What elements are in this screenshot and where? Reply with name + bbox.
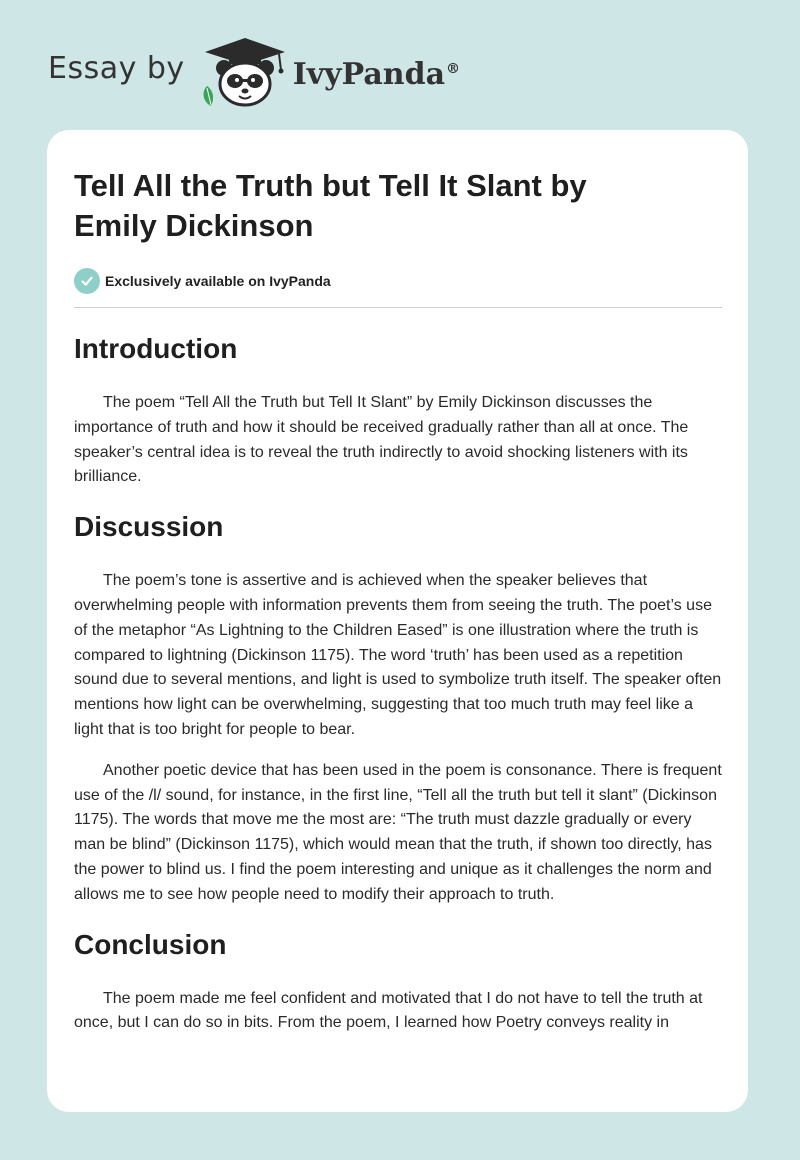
brand-name (293, 57, 460, 92)
section-heading-introduction: Introduction (74, 333, 238, 364)
exclusive-badge (74, 268, 722, 294)
site-brand[interactable] (48, 32, 460, 112)
section-heading-discussion: Discussion (74, 511, 224, 543)
paragraph: The poem “Tell All the Truth but Tell It Slant” by Emily Dickinson discusses the importance of truth and how it should be received gradually rather than all at once. The speaker’s central idea is to reveal the truth indirectly to avoid shocking listeners with its brilliance. (74, 394, 689, 486)
paragraph: Another poetic device that has been used in the poem is consonance. There is frequent use of the /l/ sound, for instance, in the first line, “Tell all the truth but tell it slant” (Dickinson 1175). The words that move me the most are: “The truth must dazzle gradually or every man be blind” (Dickinson 1175), which would mean that the truth, if shown too directly, has the power to blind us. I find the poem interesting and unique as it challenges the norm and allows me to see how people need to modify their approach to truth. (74, 761, 722, 903)
paragraph: The poem’s tone is assertive and is achieved when the speaker believes that overwhelming people with information prevents them from seeing the truth. The poet’s use of the metaphor “As Lightning to the Children Eased” is one illustration where the truth is compared to lightning (Dickinson 1175). The word ‘truth’ has been used as a repetition sound due to several mentions, and light is used to symbolize truth itself. The speaker often mentions how light can be overwhelming, suggesting that too much truth may feel like a light that is too bright for people to bear. (74, 572, 722, 738)
checkmark-glyph (80, 274, 94, 288)
paragraph: The poem made me feel confident and motivated that I do not have to tell the truth at once, but I can do so in bits. From the poem, I learned how Poetry conveys reality in (74, 989, 703, 1032)
brand-name-text: IvyPanda (292, 56, 446, 92)
panda-graduate-logo-icon (199, 34, 291, 110)
brand-prefix: Essay by (48, 50, 185, 86)
essay-title: Tell All the Truth but Tell It Slant by Emily Dickinson (74, 168, 587, 243)
essay-card (47, 130, 748, 1112)
title-divider (74, 307, 722, 308)
brand-registered-mark: ® (446, 60, 461, 77)
section-heading-conclusion: Conclusion (74, 928, 227, 960)
check-circle-icon (74, 268, 100, 294)
exclusive-label: Exclusively available on IvyPanda (105, 273, 331, 289)
